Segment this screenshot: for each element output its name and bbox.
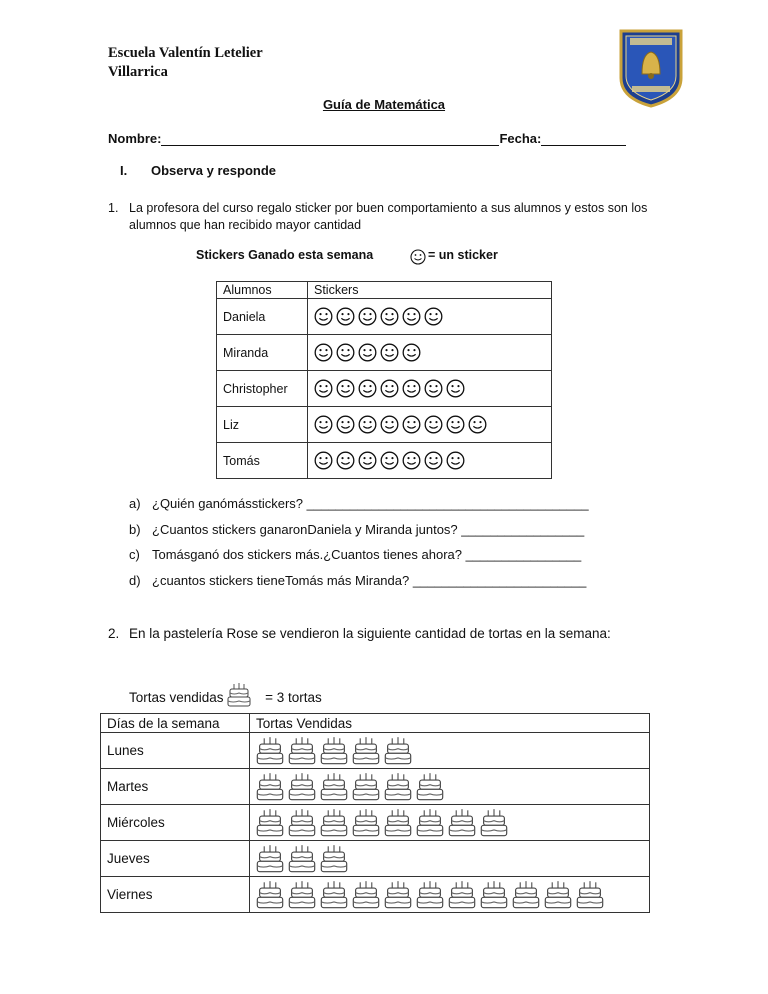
smiley-sticker-icon xyxy=(380,343,399,362)
smiley-sticker-icon xyxy=(358,307,377,326)
page-title: Guía de Matemática xyxy=(322,97,446,112)
cake-icon xyxy=(256,736,284,766)
sticker-table-header-stickers: Stickers xyxy=(308,282,552,299)
smiley-sticker-icon xyxy=(314,379,333,398)
cake-icon xyxy=(256,880,284,910)
day-name: Jueves xyxy=(101,841,250,877)
smiley-sticker-icon xyxy=(424,451,443,470)
cake-icon xyxy=(384,772,412,802)
cake-row xyxy=(101,733,650,769)
date-label: Fecha: xyxy=(499,131,542,146)
subquestion-b: b) ¿Cuantos stickers ganaronDaniela y Miranda juntos? _________________ xyxy=(129,522,585,537)
cake-icon xyxy=(320,808,348,838)
smiley-sticker-icon xyxy=(380,415,399,434)
cake-icon xyxy=(448,808,476,838)
student-name: Liz xyxy=(217,407,308,443)
cake-legend-key: = 3 tortas xyxy=(265,690,322,705)
sticker-row xyxy=(217,299,552,335)
sticker-row xyxy=(217,371,552,407)
sticker-legend xyxy=(196,248,498,262)
name-label: Nombre: xyxy=(108,131,162,146)
smiley-sticker-icon xyxy=(380,379,399,398)
cake-icon xyxy=(480,880,508,910)
section-number: I. xyxy=(120,163,128,178)
cake-icon xyxy=(384,880,412,910)
school-name: Escuela Valentín Letelier xyxy=(108,45,263,61)
cake-icon xyxy=(544,880,572,910)
cake-count-cell xyxy=(250,841,650,877)
sticker-count-cell xyxy=(308,371,552,407)
subquestion-c: c) Tomásganó dos stickers más.¿Cuantos tienes ahora? ________________ xyxy=(129,547,582,562)
cake-count-cell xyxy=(250,733,650,769)
cake-icon xyxy=(416,880,444,910)
cake-icon xyxy=(320,844,348,874)
question-1-text xyxy=(108,200,668,234)
smiley-sticker-icon xyxy=(402,415,421,434)
cake-row xyxy=(101,769,650,805)
cake-icon xyxy=(512,880,540,910)
school-header xyxy=(108,44,263,82)
subquestion-a: a) ¿Quién ganómásstickers? _______________________________________ xyxy=(129,496,589,511)
smiley-sticker-icon xyxy=(402,451,421,470)
question-1-number: 1. xyxy=(108,201,119,215)
smiley-sticker-icon xyxy=(446,415,465,434)
smiley-sticker-icon xyxy=(336,307,355,326)
cake-icon xyxy=(288,880,316,910)
smiley-sticker-icon xyxy=(336,451,355,470)
smiley-sticker-icon xyxy=(358,415,377,434)
sticker-count-cell xyxy=(308,335,552,371)
smiley-sticker-icon xyxy=(446,379,465,398)
cake-legend xyxy=(129,682,322,708)
cake-row xyxy=(101,877,650,913)
smiley-sticker-icon xyxy=(402,343,421,362)
smiley-sticker-icon xyxy=(380,451,399,470)
smiley-sticker-icon xyxy=(358,379,377,398)
day-name: Miércoles xyxy=(101,805,250,841)
sticker-row xyxy=(217,443,552,479)
smiley-icon xyxy=(410,249,426,265)
cake-icon xyxy=(352,808,380,838)
cake-icon xyxy=(320,736,348,766)
student-name: Christopher xyxy=(217,371,308,407)
smiley-sticker-icon xyxy=(424,379,443,398)
student-name: Tomás xyxy=(217,443,308,479)
sticker-row xyxy=(217,407,552,443)
cake-icon xyxy=(448,880,476,910)
sticker-count-cell xyxy=(308,443,552,479)
section-heading xyxy=(120,163,276,178)
cake-icon xyxy=(480,808,508,838)
cake-icon xyxy=(288,844,316,874)
day-name: Lunes xyxy=(101,733,250,769)
cake-table xyxy=(100,713,650,913)
cake-icon xyxy=(256,772,284,802)
smiley-sticker-icon xyxy=(446,451,465,470)
cake-table-header-cakes: Tortas Vendidas xyxy=(250,714,650,733)
cake-legend-label: Tortas vendidas xyxy=(129,690,224,705)
cake-icon xyxy=(352,880,380,910)
cake-icon xyxy=(416,772,444,802)
smiley-sticker-icon xyxy=(314,307,333,326)
smiley-sticker-icon xyxy=(380,307,399,326)
day-name: Viernes xyxy=(101,877,250,913)
sticker-table xyxy=(216,281,552,479)
school-city: Villarrica xyxy=(108,64,168,80)
section-label: Observa y responde xyxy=(151,163,276,178)
sticker-row xyxy=(217,335,552,371)
cake-count-cell xyxy=(250,877,650,913)
smiley-sticker-icon xyxy=(402,379,421,398)
smiley-sticker-icon xyxy=(402,307,421,326)
cake-icon xyxy=(256,844,284,874)
question-2-statement: En la pastelería Rose se vendieron la siguiente cantidad de tortas en la semana: xyxy=(129,626,611,641)
name-line[interactable] xyxy=(161,131,499,146)
sticker-legend-key: = un sticker xyxy=(428,248,498,262)
smiley-sticker-icon xyxy=(358,343,377,362)
cake-table-header-days: Días de la semana xyxy=(101,714,250,733)
smiley-sticker-icon xyxy=(358,451,377,470)
smiley-sticker-icon xyxy=(336,379,355,398)
cake-icon xyxy=(227,682,251,708)
question-2-number: 2. xyxy=(108,626,120,641)
smiley-sticker-icon xyxy=(336,415,355,434)
question-1-statement: La profesora del curso regalo sticker por buen comportamiento a sus alumnos y estos son los alumnos que han recibido mayor cantidad xyxy=(129,201,648,232)
smiley-sticker-icon xyxy=(314,451,333,470)
cake-icon xyxy=(352,736,380,766)
smiley-sticker-icon xyxy=(424,307,443,326)
smiley-sticker-icon xyxy=(314,343,333,362)
cake-icon xyxy=(320,880,348,910)
cake-icon xyxy=(416,808,444,838)
student-name: Daniela xyxy=(217,299,308,335)
question-2-text xyxy=(108,624,668,644)
school-crest-icon xyxy=(618,28,684,108)
sticker-count-cell xyxy=(308,407,552,443)
smiley-sticker-icon xyxy=(468,415,487,434)
cake-icon xyxy=(352,772,380,802)
cake-row xyxy=(101,841,650,877)
cake-icon xyxy=(576,880,604,910)
cake-count-cell xyxy=(250,805,650,841)
cake-row xyxy=(101,805,650,841)
smiley-sticker-icon xyxy=(336,343,355,362)
cake-icon xyxy=(288,808,316,838)
smiley-sticker-icon xyxy=(424,415,443,434)
date-line[interactable] xyxy=(541,131,626,146)
day-name: Martes xyxy=(101,769,250,805)
sticker-table-header-students: Alumnos xyxy=(217,282,308,299)
sticker-count-cell xyxy=(308,299,552,335)
subquestion-d: d) ¿cuantos stickers tieneTomás más Miranda? ________________________ xyxy=(129,573,587,588)
cake-icon xyxy=(384,808,412,838)
smiley-sticker-icon xyxy=(314,415,333,434)
student-name: Miranda xyxy=(217,335,308,371)
cake-icon xyxy=(288,736,316,766)
cake-icon xyxy=(256,808,284,838)
cake-icon xyxy=(320,772,348,802)
cake-icon xyxy=(288,772,316,802)
cake-count-cell xyxy=(250,769,650,805)
sticker-legend-title: Stickers Ganado esta semana xyxy=(196,248,374,262)
cake-icon xyxy=(384,736,412,766)
name-date-row xyxy=(108,131,633,146)
